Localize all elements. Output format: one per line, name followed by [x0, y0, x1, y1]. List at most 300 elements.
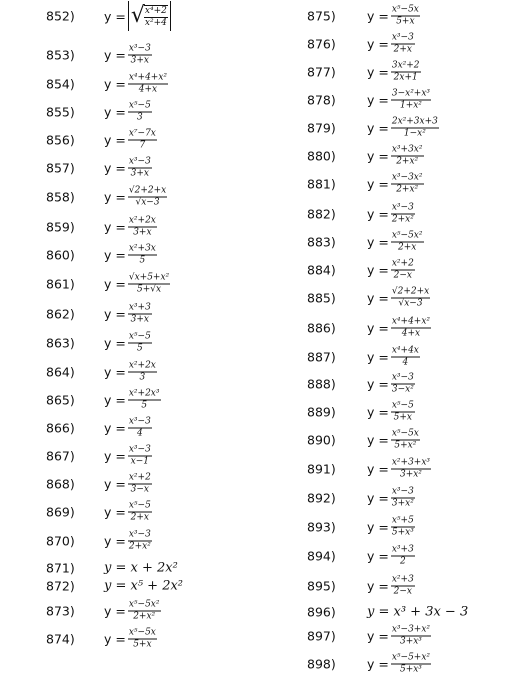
function-inline: y = x⁵ + 2x² — [104, 578, 184, 594]
exercise-number: 881) — [307, 176, 336, 192]
exercise-number: 869) — [46, 504, 75, 520]
exercise-number: 855) — [46, 104, 75, 120]
exercise-item — [307, 345, 512, 369]
y-equals: y = — [104, 392, 126, 408]
function-expression — [104, 304, 152, 325]
fraction-denominator: 2+x² — [396, 184, 419, 195]
exercise-item — [307, 172, 512, 196]
exercise-number: 876) — [307, 36, 336, 52]
exercise-number: 884) — [307, 262, 336, 278]
exercise-item — [46, 72, 296, 96]
fraction-denominator: 2 — [399, 556, 406, 567]
fraction-numerator: √x+5+x² — [128, 272, 170, 283]
exercise-item — [307, 88, 512, 112]
fraction-numerator: x⁵+5 — [391, 515, 414, 526]
function-expression — [104, 362, 157, 383]
fraction-numerator: x³−3 — [128, 444, 151, 455]
exercise-number: 859) — [46, 219, 75, 235]
function-expression — [104, 418, 152, 439]
exercise-number: 897) — [307, 628, 336, 644]
fraction-numerator: x⁴+4+x² — [128, 72, 168, 83]
fraction — [391, 402, 415, 423]
y-equals: y = — [367, 120, 389, 136]
y-equals: y = — [104, 247, 126, 263]
function-expression — [104, 158, 152, 179]
fraction-denominator: 3 — [136, 112, 143, 123]
exercise-item — [307, 515, 512, 539]
exercise-number: 861) — [46, 276, 75, 292]
fraction — [391, 6, 420, 27]
fraction — [391, 232, 424, 253]
exercise-item — [46, 302, 296, 326]
y-equals: y = — [367, 206, 389, 222]
exercise-number: 856) — [46, 132, 75, 148]
exercise-number: 877) — [307, 64, 336, 80]
exercise-number: 866) — [46, 420, 75, 436]
y-equals: y = — [104, 306, 126, 322]
fraction-numerator: x³−3 — [128, 156, 151, 167]
fraction-denominator: 5+x — [393, 412, 412, 423]
function-expression — [104, 74, 168, 95]
fraction-numerator: √2+2+x — [128, 185, 167, 196]
fraction-denominator: 4+x — [401, 328, 421, 339]
function-expression — [104, 217, 157, 238]
fraction-denominator: 2x+1 — [393, 72, 418, 83]
exercise-item — [46, 599, 296, 623]
fraction-numerator: x⁴+2 — [144, 5, 167, 16]
function-inline: y = x³ + 3x − 3 — [367, 604, 469, 620]
exercise-item — [307, 600, 512, 624]
exercise-number: 867) — [46, 448, 75, 464]
function-expression — [367, 402, 415, 423]
exercise-number: 875) — [307, 8, 336, 24]
y-equals: y = — [104, 219, 126, 235]
fraction — [391, 546, 415, 567]
function-expression — [367, 260, 415, 281]
y-equals: y = — [367, 349, 389, 365]
exercise-number: 854) — [46, 76, 75, 92]
fraction — [128, 418, 152, 439]
exercise-item — [307, 652, 512, 676]
fraction — [128, 102, 152, 123]
function-expression — [367, 488, 415, 509]
fraction-numerator: x⁵−5 — [128, 500, 151, 511]
y-equals: y = — [104, 335, 126, 351]
fraction-denominator: 3+x — [133, 227, 152, 238]
function-expression — [367, 62, 421, 83]
fraction-denominator: 1−x² — [403, 128, 426, 139]
y-equals: y = — [367, 519, 389, 535]
exercise-item — [46, 272, 296, 296]
exercise-number: 865) — [46, 392, 75, 408]
fraction — [391, 347, 420, 368]
exercise-item — [307, 116, 512, 140]
fraction — [128, 304, 152, 325]
function-expression — [104, 187, 167, 208]
fraction — [391, 459, 431, 480]
exercise-item — [46, 156, 296, 180]
fraction — [128, 274, 170, 295]
fraction-numerator: x³−3+x² — [391, 624, 431, 635]
exercise-number: 858) — [46, 189, 75, 205]
y-equals: y = — [367, 64, 389, 80]
function-inline: y = x + 2x² — [104, 560, 178, 576]
function-expression — [367, 34, 415, 55]
fraction — [128, 130, 157, 151]
function-expression — [367, 146, 424, 167]
exercise-item — [307, 544, 512, 568]
fraction — [128, 362, 157, 383]
fraction-numerator: x³−3 — [391, 202, 414, 213]
fraction-denominator: 5+x² — [394, 440, 417, 451]
fraction-denominator: 1+x² — [399, 100, 422, 111]
y-equals: y = — [104, 104, 126, 120]
fraction-denominator: 5+x — [133, 639, 152, 650]
function-expression — [104, 629, 157, 650]
function-expression — [367, 459, 431, 480]
exercise-number: 863) — [46, 335, 75, 351]
y-equals: y = — [104, 189, 126, 205]
exercise-number: 873) — [46, 603, 75, 619]
sqrt-symbol: √ — [130, 3, 145, 28]
exercise-number: 885) — [307, 290, 336, 306]
function-expression — [104, 333, 152, 354]
fraction — [391, 318, 431, 339]
exercise-item — [46, 128, 296, 152]
fraction-denominator: 3−x — [130, 484, 149, 495]
fraction-numerator: x⁵−5 — [128, 100, 151, 111]
function-expression — [367, 626, 431, 647]
exercise-number: 872) — [46, 578, 75, 594]
fraction-numerator: x⁵−5 — [391, 400, 414, 411]
fraction-denominator: √x−3 — [398, 298, 423, 309]
fraction-numerator: x⁵−5x — [391, 4, 419, 15]
exercise-item — [307, 316, 512, 340]
exercise-number: 860) — [46, 247, 75, 263]
fraction-numerator: x²+2x — [128, 215, 156, 226]
fraction-denominator: 3−x² — [391, 384, 414, 395]
exercise-item — [307, 4, 512, 28]
fraction-denominator: 2−x — [393, 270, 412, 281]
exercise-number: 896) — [307, 604, 336, 620]
function-expression — [104, 579, 183, 594]
fraction-numerator: x³+3 — [128, 302, 151, 313]
fraction — [391, 654, 431, 675]
exercise-item — [46, 331, 296, 355]
fraction-numerator: x⁵−5x — [128, 627, 156, 638]
function-expression — [104, 474, 152, 495]
fraction-denominator: 4 — [136, 428, 143, 439]
exercise-item — [46, 43, 296, 67]
y-equals: y = — [367, 404, 389, 420]
y-equals: y = — [367, 8, 389, 24]
y-equals: y = — [104, 603, 126, 619]
y-equals: y = — [104, 276, 126, 292]
y-equals: y = — [367, 92, 389, 108]
fraction-denominator: 3+x — [130, 168, 149, 179]
fraction — [144, 7, 168, 28]
exercise-number: 857) — [46, 160, 75, 176]
function-expression — [367, 232, 424, 253]
fraction-denominator: 3+x — [130, 314, 149, 325]
function-expression — [104, 45, 152, 66]
fraction — [391, 626, 431, 647]
fraction-denominator: 7 — [139, 140, 146, 151]
fraction-denominator: 3 — [139, 372, 146, 383]
exercise-number: 853) — [46, 47, 75, 63]
fraction-denominator: 2+x² — [128, 541, 151, 552]
function-expression — [367, 204, 415, 225]
fraction — [128, 629, 157, 650]
fraction — [128, 217, 157, 238]
y-equals: y = — [367, 262, 389, 278]
fraction-denominator: √x−3 — [135, 197, 160, 208]
exercise-item — [46, 574, 296, 598]
exercise-number: 871) — [46, 560, 75, 576]
function-expression — [367, 174, 424, 195]
fraction-numerator: x³−3 — [391, 32, 414, 43]
fraction-denominator: 2−x — [393, 586, 412, 597]
fraction-numerator: x³−3 — [128, 43, 151, 54]
y-equals: y = — [104, 8, 126, 24]
function-expression — [104, 1, 171, 31]
function-expression — [367, 654, 431, 675]
function-expression — [367, 576, 415, 597]
fraction — [391, 90, 431, 111]
y-equals: y = — [367, 176, 389, 192]
fraction-numerator: x⁴+4+x² — [391, 316, 431, 327]
exercise-item — [307, 32, 512, 56]
fraction-denominator: x²+4 — [144, 17, 167, 28]
fraction — [391, 260, 415, 281]
exercise-item — [307, 230, 512, 254]
fraction-denominator: 2+x² — [396, 156, 419, 167]
exercise-item — [46, 4, 296, 28]
exercise-number: 891) — [307, 461, 336, 477]
function-expression — [104, 601, 161, 622]
fraction-denominator: 3+x³ — [399, 636, 422, 647]
fraction — [391, 62, 421, 83]
fraction — [128, 531, 152, 552]
fraction — [391, 34, 415, 55]
fraction-denominator: 3+x² — [391, 498, 414, 509]
y-equals: y = — [104, 504, 126, 520]
fraction-denominator: 3+x — [130, 55, 149, 66]
y-equals: y = — [104, 533, 126, 549]
y-equals: y = — [104, 476, 126, 492]
exercise-item — [307, 486, 512, 510]
fraction — [128, 158, 152, 179]
exercise-item — [46, 472, 296, 496]
fraction — [391, 517, 415, 538]
fraction-numerator: x³+3x² — [391, 144, 423, 155]
y-equals: y = — [367, 376, 389, 392]
y-equals: y = — [104, 76, 126, 92]
exercise-item — [307, 624, 512, 648]
exercise-number: 890) — [307, 432, 336, 448]
exercise-item — [307, 428, 512, 452]
fraction-numerator: x³−3x² — [391, 172, 423, 183]
fraction — [391, 488, 415, 509]
fraction-numerator: √2+2+x — [391, 286, 430, 297]
exercise-item — [307, 202, 512, 226]
function-expression — [104, 531, 152, 552]
function-expression — [367, 6, 420, 27]
function-expression — [104, 390, 161, 411]
y-equals: y = — [367, 234, 389, 250]
exercise-item — [307, 574, 512, 598]
exercise-item — [307, 457, 512, 481]
y-equals: y = — [367, 432, 389, 448]
fraction — [128, 502, 152, 523]
function-expression — [367, 118, 439, 139]
fraction-numerator: 3−x²+x³ — [391, 88, 431, 99]
exercise-item — [307, 286, 512, 310]
exercise-number: 868) — [46, 476, 75, 492]
exercise-item — [46, 215, 296, 239]
fraction — [391, 146, 424, 167]
absolute-value — [128, 1, 171, 31]
exercise-item — [46, 627, 296, 651]
fraction-denominator: 2+x² — [391, 214, 414, 225]
exercise-number: 852) — [46, 8, 75, 24]
y-equals: y = — [367, 490, 389, 506]
fraction — [128, 74, 168, 95]
fraction — [128, 187, 167, 208]
fraction — [128, 446, 152, 467]
fraction-numerator: 3x²+2 — [391, 60, 420, 71]
fraction — [391, 118, 439, 139]
fraction-denominator: 3+x² — [399, 469, 422, 480]
function-expression — [104, 502, 152, 523]
fraction-numerator: x²+3 — [391, 574, 414, 585]
exercise-number: 883) — [307, 234, 336, 250]
y-equals: y = — [367, 148, 389, 164]
y-equals: y = — [104, 47, 126, 63]
exercise-number: 879) — [307, 120, 336, 136]
function-expression — [104, 102, 152, 123]
fraction-denominator: 4 — [402, 357, 409, 368]
y-equals: y = — [367, 548, 389, 564]
fraction-numerator: x⁵−5 — [128, 331, 151, 342]
y-equals: y = — [367, 578, 389, 594]
fraction-denominator: 2+x — [130, 512, 149, 523]
function-expression — [367, 430, 420, 451]
fraction-numerator: x³−3 — [391, 372, 414, 383]
fraction — [128, 45, 152, 66]
fraction-numerator: x³+3 — [391, 544, 414, 555]
exercise-number: 894) — [307, 548, 336, 564]
function-expression — [367, 318, 431, 339]
fraction-denominator: 2+x — [398, 242, 417, 253]
y-equals: y = — [104, 420, 126, 436]
fraction — [128, 245, 157, 266]
fraction-numerator: x²+2x — [128, 360, 156, 371]
exercise-item — [46, 416, 296, 440]
exercise-number: 887) — [307, 349, 336, 365]
fraction-numerator: x⁷−7x — [128, 128, 156, 139]
exercise-number: 888) — [307, 376, 336, 392]
function-expression — [367, 546, 415, 567]
fraction-denominator: 5 — [136, 343, 143, 354]
exercise-item — [307, 144, 512, 168]
sqrt-body — [144, 5, 168, 28]
function-expression — [367, 288, 430, 309]
fraction-denominator: 5+x — [396, 16, 415, 27]
function-expression — [104, 274, 170, 295]
exercise-number: 882) — [307, 206, 336, 222]
exercise-number: 878) — [307, 92, 336, 108]
y-equals: y = — [367, 290, 389, 306]
fraction-denominator: 5+x³ — [399, 664, 422, 675]
exercise-item — [307, 60, 512, 84]
exercise-item — [46, 529, 296, 553]
y-equals: y = — [367, 461, 389, 477]
function-expression — [104, 245, 157, 266]
y-equals: y = — [367, 320, 389, 336]
fraction-denominator: 5 — [139, 255, 146, 266]
function-expression — [104, 130, 157, 151]
fraction-numerator: x³−3 — [128, 529, 151, 540]
fraction — [128, 601, 161, 622]
fraction — [128, 474, 152, 495]
exercise-item — [46, 388, 296, 412]
fraction — [128, 390, 161, 411]
exercise-number: 880) — [307, 148, 336, 164]
fraction-numerator: x³−3 — [391, 486, 414, 497]
fraction-numerator: x²+2x³ — [128, 388, 160, 399]
fraction-numerator: x⁵−5x² — [128, 599, 160, 610]
fraction-denominator: 5 — [141, 400, 148, 411]
exercise-item — [46, 243, 296, 267]
fraction-denominator: 5+x³ — [391, 527, 414, 538]
exercise-item — [46, 360, 296, 384]
fraction — [391, 430, 420, 451]
function-expression — [367, 347, 420, 368]
function-expression — [367, 605, 468, 620]
fraction — [391, 204, 415, 225]
function-expression — [367, 374, 415, 395]
exercise-number: 864) — [46, 364, 75, 380]
exercise-item — [307, 400, 512, 424]
fraction-numerator: x⁵−5x — [391, 428, 419, 439]
exercise-item — [46, 185, 296, 209]
function-expression — [367, 517, 415, 538]
fraction — [391, 288, 430, 309]
fraction-denominator: 2+x² — [133, 611, 156, 622]
y-equals: y = — [367, 628, 389, 644]
fraction — [391, 374, 415, 395]
exercise-number: 893) — [307, 519, 336, 535]
fraction-denominator: 4+x — [138, 84, 158, 95]
fraction-denominator: 2+x — [393, 44, 412, 55]
exercise-item — [46, 100, 296, 124]
exercise-number: 870) — [46, 533, 75, 549]
exercise-item — [307, 372, 512, 396]
y-equals: y = — [367, 36, 389, 52]
y-equals: y = — [104, 132, 126, 148]
fraction — [391, 174, 424, 195]
exercise-item — [46, 500, 296, 524]
y-equals: y = — [104, 631, 126, 647]
fraction-numerator: x⁴+4x — [391, 345, 419, 356]
exercise-number: 886) — [307, 320, 336, 336]
exercise-number: 898) — [307, 656, 336, 672]
fraction-numerator: x²+2 — [128, 472, 151, 483]
exercise-number: 895) — [307, 578, 336, 594]
y-equals: y = — [104, 448, 126, 464]
fraction-numerator: x²+3+x³ — [391, 457, 431, 468]
